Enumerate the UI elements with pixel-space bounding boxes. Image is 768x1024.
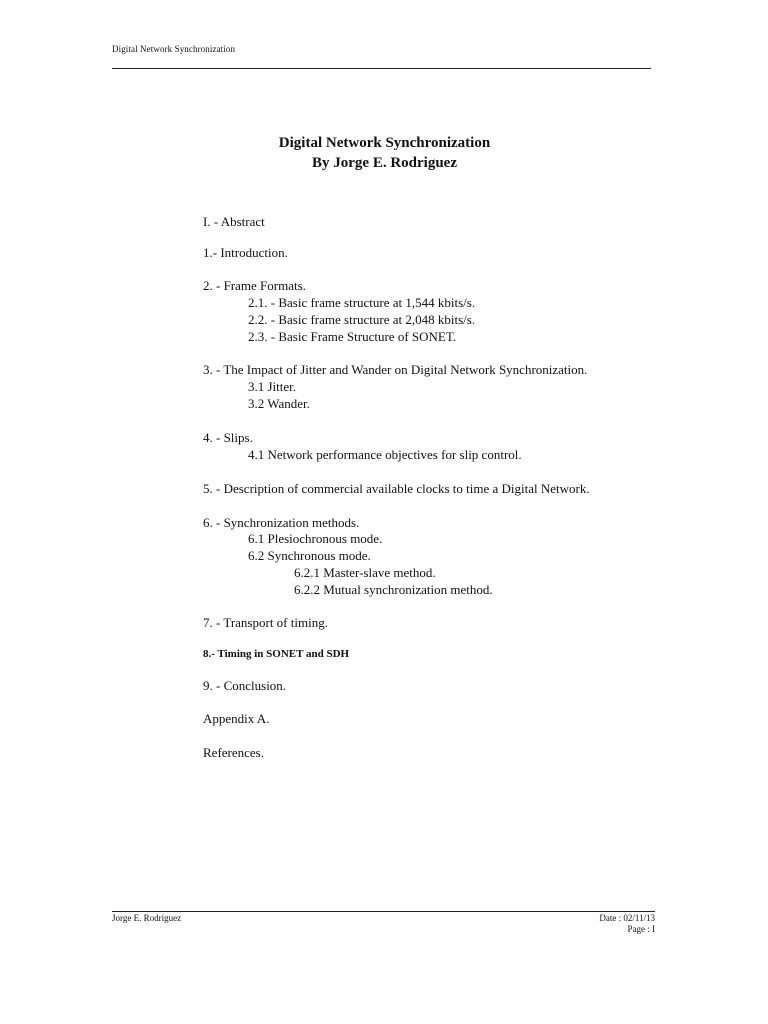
toc-entry-sonet-sdh: 8.- Timing in SONET and SDH [203, 648, 350, 660]
toc-entry-references: References. [203, 745, 264, 760]
toc-entry-4-1: 4.1 Network performance objectives for slip control. [248, 447, 522, 462]
document-title [112, 133, 657, 173]
footer-meta [599, 913, 655, 935]
toc-entry-2-1: 2.1. - Basic frame structure at 1,544 kbits/s. [248, 295, 476, 310]
title-line: Digital Network Synchronization [278, 135, 491, 151]
toc-entry-3-2: 3.2 Wander. [248, 396, 310, 411]
toc-entry-2-2: 2.2. - Basic frame structure at 2,048 kbits/s. [248, 312, 476, 327]
toc-entry-transport: 7. - Transport of timing. [203, 615, 328, 630]
toc-entry-sync-methods: 6. - Synchronization methods. [203, 515, 360, 530]
toc-entry-clocks: 5. - Description of commercial available clocks to time a Digital Network. [203, 481, 590, 496]
footer-rule [112, 911, 655, 912]
toc-entry-slips: 4. - Slips. [203, 430, 253, 445]
toc-entry-6-1: 6.1 Plesiochronous mode. [248, 531, 383, 546]
toc-entry-appendix: Appendix A. [203, 711, 270, 726]
toc-entry-introduction: 1.- Introduction. [203, 245, 288, 260]
toc-entry-6-2: 6.2 Synchronous mode. [248, 548, 371, 563]
toc-entry-conclusion: 9. - Conclusion. [203, 678, 287, 693]
toc-entry-frame-formats: 2. - Frame Formats. [203, 278, 306, 293]
footer-author: Jorge E. Rodriguez [112, 913, 182, 923]
toc-entry-6-2-2: 6.2.2 Mutual synchronization method. [294, 582, 493, 597]
author-line: By Jorge E. Rodriguez [312, 155, 457, 171]
toc-entry-3-1: 3.1 Jitter. [248, 379, 297, 394]
running-header: Digital Network Synchronization [112, 44, 236, 54]
toc-entry-2-3: 2.3. - Basic Frame Structure of SONET. [248, 329, 457, 344]
toc-entry-6-2-1: 6.2.1 Master-slave method. [294, 565, 436, 580]
toc-entry-abstract: I. - Abstract [203, 214, 265, 229]
header-rule [112, 68, 651, 69]
toc-entry-jitter-wander: 3. - The Impact of Jitter and Wander on Digital Network Synchronization. [203, 362, 588, 377]
footer-page-number: Page : I [627, 924, 655, 934]
footer-date: Date : 02/11/13 [599, 913, 655, 923]
